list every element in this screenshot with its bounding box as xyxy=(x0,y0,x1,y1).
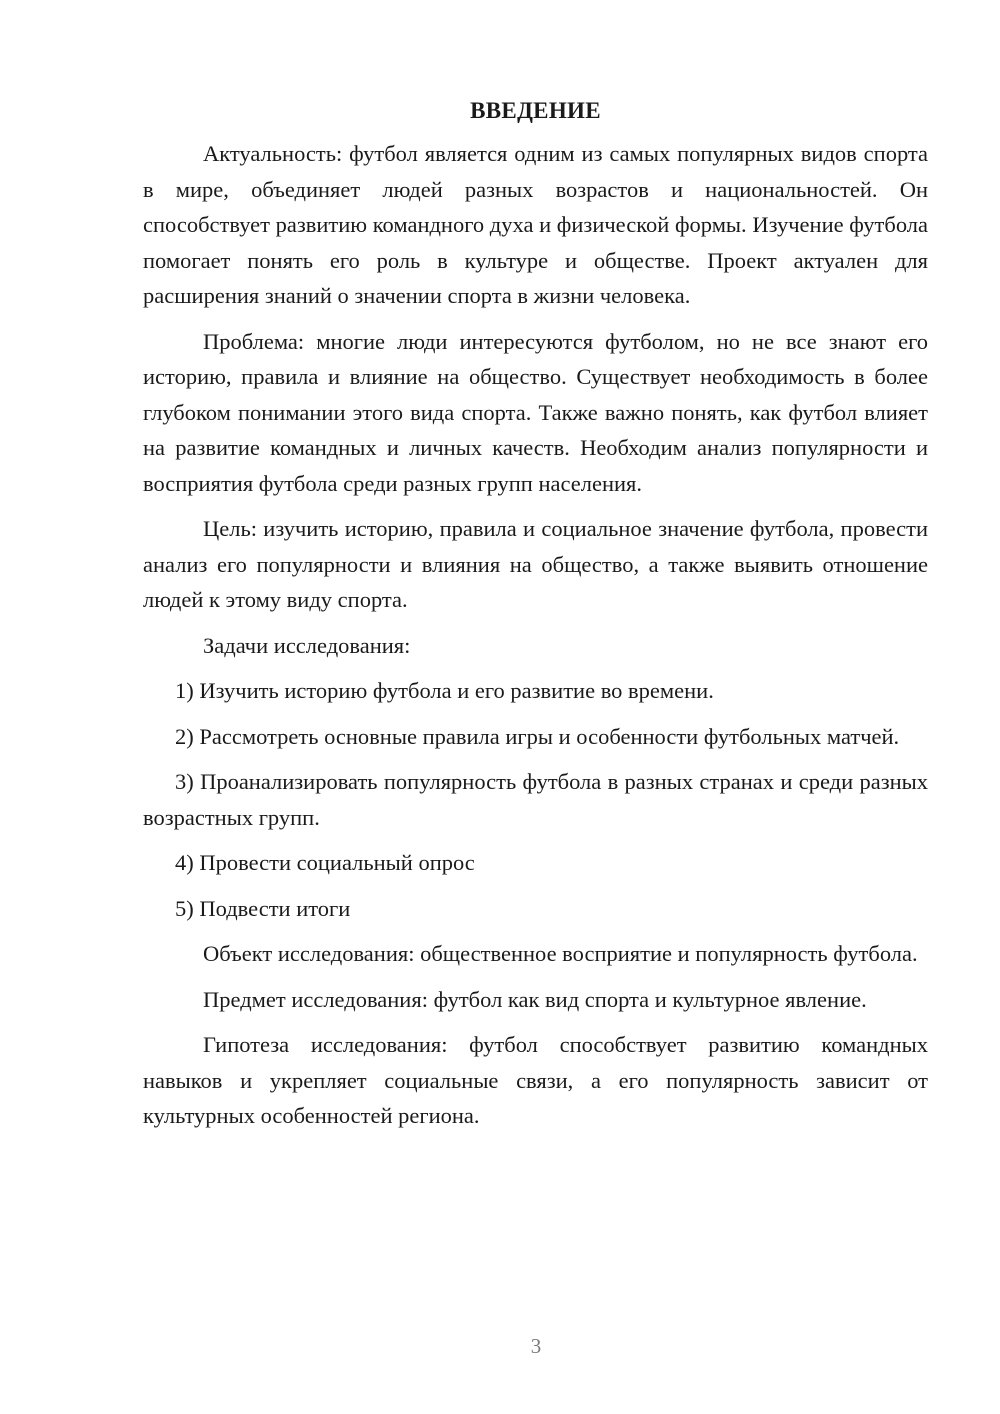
page-number: 3 xyxy=(530,1334,542,1358)
task-item: 3) Проанализировать популярность футбола в разных странах и среди разных возрастных групп. xyxy=(143,769,928,830)
object-paragraph: Объект исследования: общественное восприятие и популярность футбола. xyxy=(203,941,918,966)
problem-paragraph: Проблема: многие люди интересуются футболом, но не все знают его историю, правила и влияние на общество. Существует необходимость в более глубоком понимании этого вида спорта. Также важно понять, как футбол влияет на развитие командных и личных качеств. Необходим анализ популярности и восприятия футбола среди разных групп населения. xyxy=(143,328,928,496)
task-item: 2) Рассмотреть основные правила игры и особенности футбольных матчей. xyxy=(175,723,900,749)
subject-paragraph: Предмет исследования: футбол как вид спорта и культурное явление. xyxy=(203,986,867,1012)
task-item: 1) Изучить историю футбола и его развитие во времени. xyxy=(175,678,714,703)
page-content xyxy=(143,96,928,1144)
hypothesis-paragraph: Гипотеза исследования: футбол способствует развитию командных навыков и укрепляет социальные связи, а его популярность зависит от культурных особенностей региона. xyxy=(143,1032,928,1128)
relevance-paragraph: Актуальность: футбол является одним из самых популярных видов спорта в мире, объединяет людей разных возрастов и национальностей. Он способствует развитию командного духа и физической формы. Изучение футбола помогает понять его роль в культуре и обществе. Проект актуален для расширения знаний о значении спорта в жизни человека. xyxy=(143,141,928,308)
page-title: ВВЕДЕНИЕ xyxy=(470,98,601,123)
tasks-heading: Задачи исследования: xyxy=(203,632,411,658)
task-item: 4) Провести социальный опрос xyxy=(175,850,475,875)
task-item: 5) Подвести итоги xyxy=(175,895,351,921)
goal-paragraph: Цель: изучить историю, правила и социальное значение футбола, провести анализ его популярности и влияния на общество, а также выявить отношение людей к этому виду спорта. xyxy=(143,516,928,612)
